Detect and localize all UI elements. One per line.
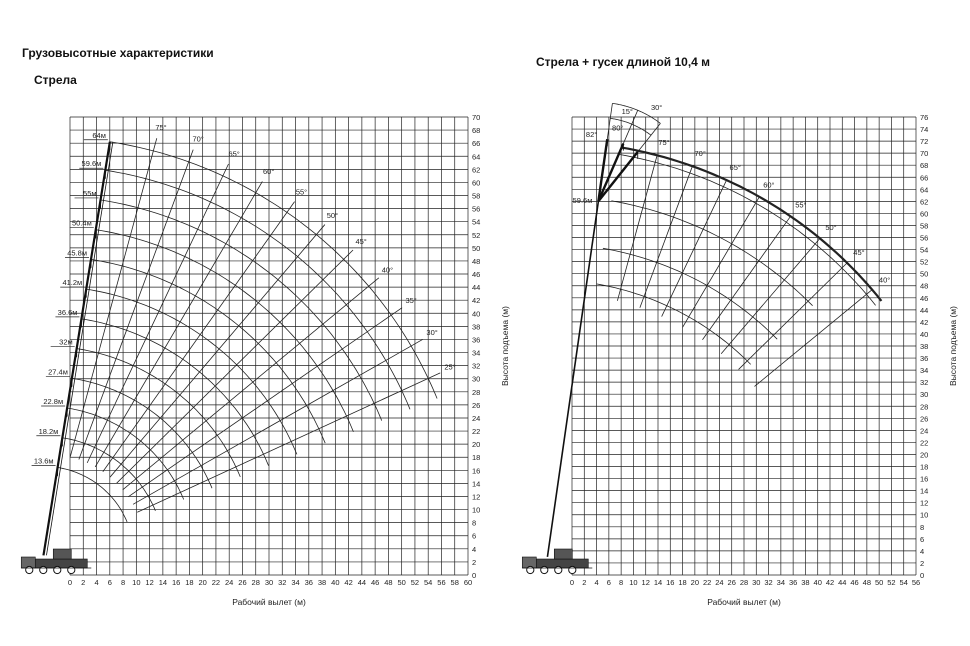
y-tick-label: 66 — [472, 139, 481, 149]
y-tick-label: 14 — [920, 486, 929, 496]
x-tick-label: 12 — [641, 578, 650, 587]
x-tick-label: 10 — [132, 578, 141, 587]
boom-angle-line — [110, 225, 325, 478]
angle-label: 50° — [825, 223, 837, 233]
crane-wheel — [68, 566, 75, 573]
y-tick-label: 2 — [472, 557, 477, 567]
angle-label: 40° — [381, 265, 394, 275]
y-tick-label: 70 — [472, 113, 481, 122]
boom-length-label: 41.2м — [62, 278, 83, 288]
y-tick-label: 48 — [920, 281, 929, 291]
boom-angle-line — [128, 308, 402, 497]
x-tick-label: 30 — [264, 578, 274, 587]
y-tick-label: 56 — [472, 204, 481, 214]
x-tick-label: 14 — [653, 578, 663, 587]
x-tick-label: 26 — [238, 578, 247, 587]
x-tick-label: 30 — [752, 578, 761, 587]
x-tick-label: 8 — [120, 578, 126, 587]
page-title: Грузовысотные характеристики — [22, 46, 214, 60]
y-tick-label: 40 — [920, 329, 929, 339]
angle-label: 55° — [795, 200, 807, 210]
boom-body — [547, 201, 598, 557]
angle-label: 55° — [295, 187, 308, 197]
y-tick-label: 60 — [472, 178, 481, 188]
x-tick-label: 18 — [678, 578, 687, 587]
boom-length-label: 32м — [59, 337, 73, 347]
y-axis-label-right: Высота подъема (м) — [500, 306, 510, 386]
y-tick-label: 12 — [920, 498, 929, 508]
angle-label: 70° — [694, 148, 706, 158]
crane-wheel — [26, 566, 33, 573]
y-tick-label: 48 — [472, 256, 481, 266]
y-tick-label: 38 — [472, 322, 481, 332]
jib-offset-tick — [607, 103, 612, 139]
x-tick-label: 42 — [344, 578, 353, 587]
x-tick-label: 36 — [304, 578, 313, 587]
x-tick-label: 40 — [813, 578, 822, 587]
x-tick-label: 28 — [251, 578, 260, 587]
y-tick-label: 10 — [472, 505, 481, 515]
jib-offset-label: 15° — [621, 107, 633, 117]
y-tick-label: 46 — [472, 270, 481, 280]
y-tick-label: 36 — [920, 354, 929, 364]
y-tick-label: 0 — [920, 571, 925, 580]
crane-wheel — [40, 566, 47, 573]
jib-angle-label: 80° — [612, 123, 624, 133]
x-tick-label: 20 — [198, 578, 207, 587]
y-tick-label: 74 — [920, 125, 929, 135]
x-tick-label: 54 — [424, 578, 433, 587]
jib-inner-arc — [611, 201, 812, 306]
x-tick-label: 8 — [619, 578, 624, 587]
chart-grid — [70, 117, 468, 575]
x-tick-label: 4 — [94, 578, 99, 587]
y-tick-label: 18 — [472, 453, 481, 463]
x-tick-label: 56 — [437, 578, 446, 587]
x-tick-label: 4 — [594, 578, 599, 587]
chart-grid — [572, 117, 916, 575]
y-tick-label: 2 — [920, 558, 925, 568]
x-tick-label: 38 — [317, 578, 327, 587]
y-tick-label: 52 — [920, 257, 929, 267]
y-tick-label: 58 — [920, 221, 929, 231]
angle-label: 35° — [405, 295, 417, 305]
y-tick-label: 42 — [472, 296, 481, 306]
x-tick-label: 50 — [397, 578, 406, 587]
crane-wheel — [527, 566, 534, 573]
angle-label: 65° — [729, 163, 741, 173]
angle-label: 45° — [355, 237, 367, 247]
angle-label: 40° — [878, 275, 891, 285]
y-tick-label: 76 — [920, 113, 929, 122]
boom-length-arc — [58, 468, 128, 523]
y-tick-label: 26 — [472, 400, 481, 410]
y-tick-label: 22 — [472, 427, 481, 437]
y-tick-label: 44 — [472, 283, 481, 293]
y-tick-label: 50 — [920, 269, 929, 279]
boom-length-label: 13.6м — [33, 456, 54, 466]
x-tick-label: 28 — [739, 578, 749, 587]
y-tick-label: 10 — [920, 510, 929, 520]
y-tick-label: 34 — [472, 348, 481, 358]
y-tick-label: 62 — [920, 197, 929, 207]
y-tick-label: 68 — [920, 161, 929, 171]
boom-length-label: 59.6м — [572, 196, 593, 206]
x-tick-label: 52 — [410, 578, 420, 587]
x-tick-label: 2 — [81, 578, 86, 587]
y-tick-label: 32 — [920, 378, 929, 388]
y-tick-label: 20 — [472, 440, 481, 450]
crane-wheel — [54, 566, 61, 573]
angle-label: 45° — [853, 248, 865, 258]
y-tick-label: 28 — [920, 402, 929, 412]
jib-angle-line — [683, 197, 760, 327]
x-tick-label: 46 — [850, 578, 859, 587]
x-tick-label: 22 — [211, 578, 221, 587]
y-tick-label: 34 — [920, 366, 929, 376]
angle-label: 50° — [326, 211, 339, 221]
y-tick-label: 58 — [472, 191, 481, 201]
y-tick-label: 8 — [920, 522, 925, 532]
jib-offset-tick — [638, 123, 661, 151]
x-tick-label: 40 — [331, 578, 340, 587]
angle-label: 70° — [192, 134, 204, 144]
x-tick-label: 54 — [899, 578, 908, 587]
y-tick-label: 24 — [920, 426, 929, 436]
x-tick-label: 16 — [666, 578, 675, 587]
boom-length-label: 27.4м — [48, 367, 68, 377]
y-tick-label: 64 — [920, 185, 929, 195]
x-tick-label: 24 — [225, 578, 234, 587]
boom-length-label: 36.6м — [57, 307, 78, 317]
jib-curves — [597, 103, 882, 386]
x-tick-label: 22 — [702, 578, 712, 587]
chart-2 — [522, 103, 958, 607]
x-tick-label: 48 — [384, 578, 393, 587]
y-tick-label: 44 — [920, 305, 929, 315]
x-tick-label: 26 — [727, 578, 736, 587]
x-tick-label: 34 — [776, 578, 786, 587]
jib-offset-label: 30° — [650, 102, 663, 112]
y-tick-label: 24 — [472, 413, 481, 423]
y-tick-label: 38 — [920, 342, 929, 351]
y-tick-label: 8 — [472, 518, 477, 528]
y-tick-label: 14 — [472, 479, 481, 489]
crane-wheel — [541, 566, 548, 573]
angle-label: 25° — [444, 362, 456, 372]
x-tick-label: 6 — [107, 578, 112, 587]
y-tick-label: 4 — [920, 546, 925, 556]
x-tick-label: 48 — [862, 578, 872, 587]
boom-length-label: 50.4м — [72, 218, 92, 228]
y-tick-label: 30 — [472, 374, 481, 384]
x-tick-label: 44 — [357, 578, 367, 587]
x-tick-label: 32 — [278, 578, 287, 587]
x-tick-label: 36 — [788, 578, 798, 587]
angle-label: 60° — [763, 180, 775, 190]
jib-angle-line — [640, 166, 693, 308]
y-tick-label: 28 — [472, 387, 481, 397]
y-tick-label: 56 — [920, 233, 929, 243]
truck-crane-icon — [21, 549, 91, 574]
jib-angle-line — [662, 180, 727, 317]
y-tick-label: 42 — [920, 317, 929, 327]
x-tick-label: 46 — [370, 578, 380, 587]
x-tick-label: 42 — [825, 578, 835, 587]
x-tick-label: 6 — [606, 578, 611, 587]
x-tick-label: 50 — [874, 578, 884, 587]
boom-angle-line — [123, 278, 379, 490]
y-tick-label: 46 — [920, 293, 929, 303]
x-tick-label: 16 — [171, 578, 181, 587]
y-tick-label: 66 — [920, 173, 929, 183]
y-tick-label: 68 — [472, 126, 481, 136]
y-tick-label: 70 — [920, 149, 929, 159]
x-tick-label: 58 — [450, 578, 459, 587]
y-tick-label: 6 — [920, 534, 925, 544]
y-tick-label: 26 — [920, 414, 929, 424]
y-tick-label: 18 — [920, 462, 929, 472]
x-tick-label: 52 — [887, 578, 896, 587]
crane-wheel — [569, 566, 576, 573]
y-tick-label: 16 — [472, 466, 481, 476]
jib-angle-label: 82° — [585, 130, 598, 140]
angle-label: 65° — [228, 149, 240, 159]
x-tick-label: 24 — [715, 578, 724, 587]
boom-length-label: 18.2м — [38, 426, 59, 436]
angle-label: 30° — [426, 328, 438, 338]
x-tick-label: 38 — [801, 578, 810, 587]
y-tick-label: 30 — [920, 390, 929, 400]
y-tick-label: 36 — [472, 335, 481, 345]
y-tick-label: 4 — [472, 544, 477, 554]
boom-angle-line — [137, 373, 440, 512]
angle-label: 75° — [658, 137, 670, 147]
y-tick-label: 16 — [920, 474, 929, 484]
y-tick-label: 0 — [472, 571, 477, 580]
angle-label: 75° — [155, 123, 167, 133]
boom-length-label: 45.8м — [67, 248, 87, 258]
y-tick-label: 20 — [920, 450, 929, 460]
crane-turret — [53, 549, 71, 559]
boom-body-edge — [46, 142, 112, 556]
x-tick-label: 18 — [185, 578, 194, 587]
boom-length-label: 59.6м — [81, 159, 102, 169]
x-tick-label: 14 — [158, 578, 168, 587]
boom-length-label: 22.8м — [43, 397, 64, 407]
y-tick-label: 22 — [920, 438, 929, 448]
y-tick-label: 12 — [472, 492, 481, 502]
crane-turret — [554, 549, 572, 559]
x-tick-label: 10 — [629, 578, 638, 587]
y-axis-label-right: Высота подъема (м) — [948, 306, 958, 386]
y-tick-label: 72 — [920, 137, 929, 147]
boom-length-label: 64м — [92, 130, 106, 140]
chart-1 — [0, 113, 510, 607]
boom-chart-subtitle: Стрела — [34, 73, 77, 87]
x-tick-label: 32 — [764, 578, 773, 587]
y-tick-label: 50 — [472, 243, 481, 253]
crane-wheel — [555, 566, 562, 573]
x-tick-label: 12 — [145, 578, 154, 587]
x-tick-label: 34 — [291, 578, 300, 587]
x-tick-label: 60 — [463, 578, 473, 587]
x-tick-label: 2 — [582, 578, 587, 587]
y-tick-label: 40 — [472, 309, 481, 319]
x-axis-label: Рабочий вылет (м) — [707, 597, 781, 607]
x-axis-label: Рабочий вылет (м) — [232, 597, 306, 607]
y-tick-label: 6 — [472, 531, 477, 541]
y-tick-label: 64 — [472, 152, 481, 162]
x-tick-label: 44 — [838, 578, 847, 587]
y-tick-label: 32 — [472, 361, 481, 371]
truck-crane-icon — [522, 549, 592, 574]
y-tick-label: 54 — [920, 245, 929, 255]
x-tick-label: 0 — [67, 578, 73, 587]
x-tick-label: 0 — [569, 578, 575, 587]
y-tick-label: 52 — [472, 230, 481, 240]
y-tick-label: 54 — [472, 217, 481, 227]
jib-angle-line — [721, 238, 820, 353]
jib-chart-subtitle: Стрела + гусек длиной 10,4 м — [536, 55, 711, 69]
angle-label: 60° — [263, 167, 275, 177]
x-tick-label: 56 — [911, 578, 921, 587]
y-tick-label: 62 — [472, 165, 481, 175]
boom-length-label: 55м — [83, 188, 97, 198]
y-tick-label: 60 — [920, 209, 929, 219]
x-tick-label: 20 — [690, 578, 700, 587]
jib-inner-arc — [597, 284, 751, 365]
